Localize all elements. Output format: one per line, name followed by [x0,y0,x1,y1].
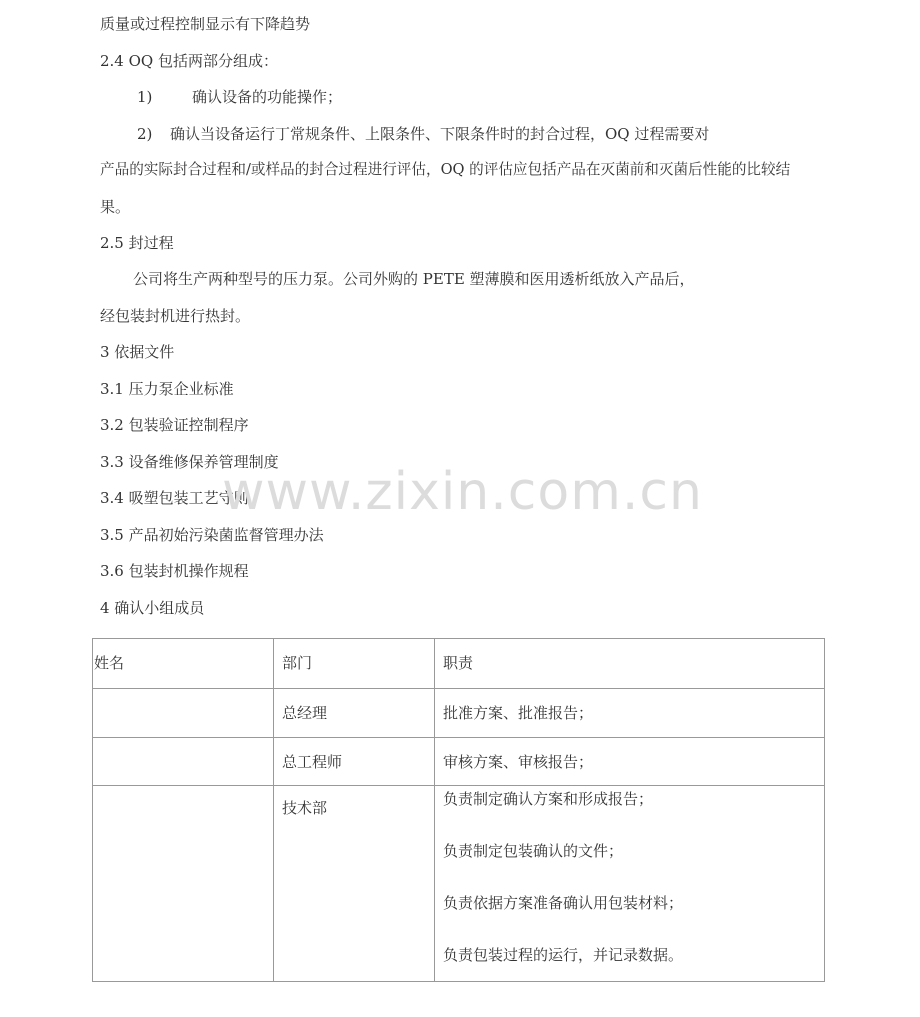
reference-item: 3.4 吸塑包装工艺守则 [100,489,249,507]
list-item-text: 确认设备的功能操作； [192,88,343,106]
name-cell [93,738,274,786]
name-cell [93,689,274,738]
team-members-table [92,638,825,982]
watermark: www.zixin.com.cn [222,462,703,522]
section-heading: 2.5 封过程 [100,234,174,252]
duty-item: 负责包装过程的运行，并记录数据。 [443,946,684,964]
text-line: 产品的实际封合过程和/或样品的封合过程进行评估，OQ 的评估应包括产品在灭菌前和灭菌后性能的比较结 [100,161,791,178]
reference-item: 3.2 包装验证控制程序 [100,416,249,434]
name-cell [93,786,274,982]
list-marker: 2) [137,125,153,143]
text-line: 质量或过程控制显示有下降趋势 [100,15,311,33]
reference-item: 3.3 设备维修保养管理制度 [100,453,279,471]
list-item-text: 确认当设备运行丁常规条件、上限条件、下限条件时的封合过程，OQ 过程需要对 [170,125,710,143]
table-row [93,738,825,786]
dept-cell: 总经理 [274,689,435,738]
duty-cell: 批准方案、批准报告； [435,689,825,738]
header-dept: 部门 [274,639,435,689]
table-header-row [93,639,825,689]
list-marker: 1) [137,88,153,106]
table-row [93,689,825,738]
dept-cell: 总工程师 [274,738,435,786]
header-name: 姓名 [93,639,274,689]
duty-cell: 审核方案、审核报告； [435,738,825,786]
header-duty: 职责 [435,639,825,689]
duty-cell [435,786,825,982]
duty-item: 负责依据方案准备确认用包装材料； [443,894,684,912]
paragraph-text: 公司将生产两种型号的压力泵。公司外购的 PETE 塑薄膜和医用透析纸放入产品后， [133,270,695,288]
duty-item: 负责制定确认方案和形成报告； [443,790,654,808]
reference-item: 3.6 包装封机操作规程 [100,562,249,580]
text-line: 果。 [100,198,131,216]
section-heading: 4 确认小组成员 [100,599,205,617]
dept-cell: 技术部 [274,786,435,982]
text-line: 经包装封机进行热封。 [100,307,251,325]
duty-item: 负责制定包装确认的文件； [443,842,624,860]
section-heading: 2.4 OQ 包括两部分组成： [100,52,278,70]
reference-item: 3.1 压力泵企业标准 [100,380,234,398]
reference-item: 3.5 产品初始污染菌监督管理办法 [100,526,324,544]
table-row [93,786,825,982]
section-heading: 3 依据文件 [100,343,175,361]
